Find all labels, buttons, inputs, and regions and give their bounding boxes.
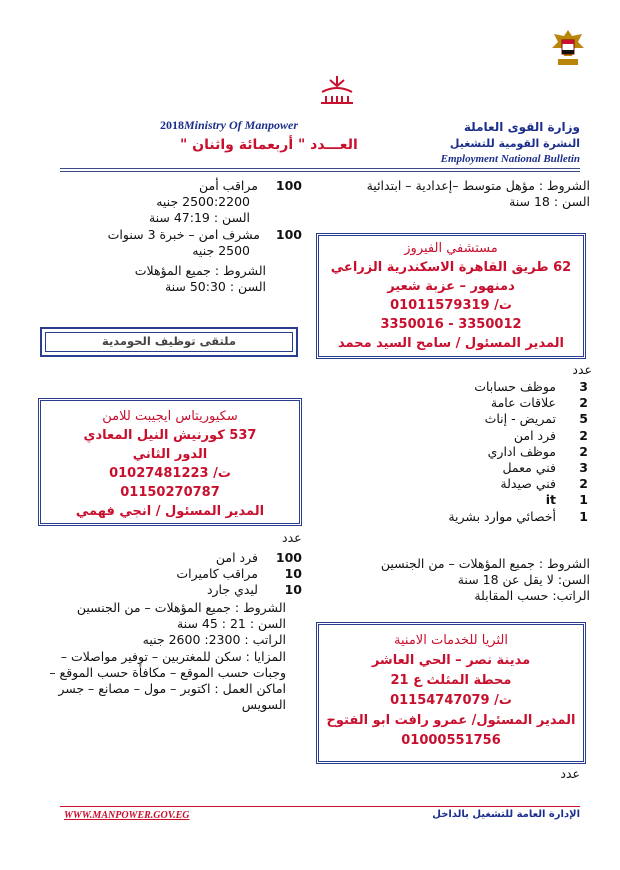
issue-label: العـــدد bbox=[310, 137, 358, 153]
fayrouz-hospital-box bbox=[316, 233, 586, 359]
fayrouz-jobs-list bbox=[328, 379, 588, 525]
company-name: سكيوريتاس ايجيبت للامن bbox=[102, 409, 238, 424]
job-count: 3 bbox=[579, 379, 588, 394]
fayrouz-conditions bbox=[320, 178, 590, 210]
list-item bbox=[328, 460, 588, 476]
work-locations-line-2: السويس bbox=[241, 697, 286, 713]
salary-line: الراتب: حسب المقابلة bbox=[474, 588, 590, 604]
conditions-line: الشروط : جميع المؤهلات – من الجنسين bbox=[76, 600, 286, 615]
list-item bbox=[328, 411, 588, 427]
company-phone: ت/ 01027481223 bbox=[109, 466, 231, 481]
company-phone: ت/ 01011579319 bbox=[390, 298, 512, 313]
list-item bbox=[36, 227, 302, 243]
issue-number bbox=[180, 137, 358, 153]
salary-line: 2500:2200 جنيه bbox=[156, 194, 250, 210]
company-name: الثريا للخدمات الامنية bbox=[394, 633, 508, 648]
securitas-jobs-list bbox=[36, 550, 302, 599]
company-address: 62 طريق القاهرة الاسكندرية الزراعي bbox=[330, 260, 572, 275]
work-locations-line: اماكن العمل : اكتوبر – مول – مصانع – جسر bbox=[58, 681, 286, 697]
job-title: فرد امن bbox=[513, 427, 556, 443]
age-line: السن : 47:19 سنة bbox=[148, 210, 250, 226]
bulletin-name-ar: النشرة القومية للتشغيل bbox=[449, 137, 580, 150]
list-item bbox=[36, 550, 302, 566]
job-count: 100 bbox=[275, 226, 302, 242]
conditions-line: الشروط : جميع المؤهلات bbox=[134, 263, 266, 279]
job-title: مراقب كاميرات bbox=[176, 566, 258, 582]
list-item bbox=[328, 395, 588, 411]
company-phone-2: 01000551756 bbox=[401, 733, 501, 748]
company-phone-2: 01150270787 bbox=[120, 485, 220, 500]
age-line: السن: لا يقل عن 18 سنة bbox=[457, 572, 590, 588]
list-item bbox=[328, 509, 588, 525]
job-count: 2 bbox=[579, 427, 588, 443]
job-count: 5 bbox=[579, 411, 588, 427]
age-line: السن : 50:30 سنة bbox=[164, 279, 266, 295]
company-name: مستشفي الفيروز bbox=[404, 241, 498, 256]
job-title: موظف حسابات bbox=[474, 379, 556, 394]
issue-year: 2018 bbox=[160, 118, 184, 132]
job-title: فني معمل bbox=[502, 460, 556, 476]
job-count: 100 bbox=[275, 550, 302, 565]
company-station: محطة المثلث ع 21 bbox=[390, 673, 512, 688]
job-count: 100 bbox=[275, 178, 302, 193]
count-header: عدد bbox=[572, 362, 592, 377]
list-item bbox=[36, 566, 302, 582]
manpower-logo bbox=[318, 74, 356, 106]
footer-divider bbox=[60, 806, 580, 807]
ministry-name-en bbox=[160, 118, 298, 133]
count-footer: عدد bbox=[560, 766, 580, 781]
list-item bbox=[328, 492, 588, 508]
thuraya-security-box bbox=[316, 622, 586, 764]
job-count: 10 bbox=[284, 582, 302, 598]
list-item bbox=[36, 582, 302, 598]
company-address: 537 كورنيش النيل المعادي bbox=[83, 428, 257, 443]
benefits-line: المزايا : سكن للمغتربين – توفير مواصلات – bbox=[60, 648, 286, 664]
conditions-line: الشروط : مؤهل متوسط –إعدادية – ابتدائية bbox=[366, 178, 590, 193]
job-title: فني صيدلة bbox=[500, 476, 556, 492]
age-line: السن : 21 : 45 سنة bbox=[176, 616, 286, 632]
bulletin-name-en: Employment National Bulletin bbox=[440, 153, 580, 165]
list-item bbox=[328, 444, 588, 460]
website-link[interactable]: WWW.MANPOWER.GOV.EG bbox=[64, 810, 190, 821]
ministry-name-ar: وزارة القوى العاملة bbox=[463, 120, 580, 134]
list-item bbox=[36, 178, 302, 194]
company-floor: الدور الثاني bbox=[132, 447, 208, 462]
job-title: فرد امن bbox=[215, 550, 258, 565]
job-title: it bbox=[545, 492, 556, 508]
job-count: 3 bbox=[579, 460, 588, 476]
securitas-details bbox=[28, 600, 302, 713]
header-divider bbox=[60, 168, 580, 169]
salary-line: 2500 جنيه bbox=[192, 242, 250, 258]
count-header: عدد bbox=[282, 530, 302, 545]
list-item bbox=[328, 428, 588, 444]
job-count: 2 bbox=[579, 395, 588, 411]
job-title: علاقات عامة bbox=[490, 395, 556, 411]
job-title: موظف اداري bbox=[487, 443, 556, 459]
job-count: 1 bbox=[579, 508, 588, 524]
security-jobs-block bbox=[36, 178, 302, 295]
forum-box bbox=[40, 327, 298, 357]
company-phone-2: 3350012 - 3350016 bbox=[380, 317, 522, 332]
job-count: 2 bbox=[579, 476, 588, 492]
egypt-eagle-emblem bbox=[548, 26, 588, 72]
issue-value: " أربعمائة واثنان " bbox=[180, 137, 306, 153]
job-title: مراقب أمن bbox=[199, 178, 258, 193]
list-item bbox=[328, 476, 588, 492]
job-count: 10 bbox=[284, 566, 302, 582]
securitas-box bbox=[38, 398, 302, 526]
job-title: مشرف امن – خبرة 3 سنوات bbox=[107, 226, 260, 242]
fayrouz-details bbox=[320, 556, 590, 605]
company-manager: المدير المسئول / انجي فهمي bbox=[75, 504, 265, 519]
header-divider-2 bbox=[60, 171, 580, 172]
age-line: السن : 18 سنة bbox=[509, 194, 590, 210]
ministry-en-text: Ministry Of Manpower bbox=[184, 118, 299, 132]
forum-title: ملتقى توظيف الحومدية bbox=[102, 334, 236, 348]
list-item bbox=[328, 379, 588, 395]
benefits-line-2: وجبات حسب الموقع – مكافأة حسب الموقع – bbox=[49, 664, 286, 680]
conditions-line: الشروط : جميع المؤهلات – من الجنسين bbox=[380, 556, 590, 571]
job-count: 2 bbox=[579, 443, 588, 459]
job-title: تمريض - إناث bbox=[484, 411, 556, 427]
company-district: دمنهور – عزبة شعير bbox=[387, 279, 515, 294]
job-count: 1 bbox=[579, 492, 588, 508]
company-address: مدينة نصر – الحي العاشر bbox=[371, 653, 531, 668]
company-manager: المدير المسئول / سامح السيد محمد bbox=[337, 336, 565, 351]
job-title: ليدي جارد bbox=[206, 582, 258, 598]
salary-line: الراتب : 2300: 2600 جنيه bbox=[142, 632, 286, 648]
company-manager: المدير المسئول/ عمرو رافت ابو الفتوح bbox=[326, 713, 576, 728]
job-title: أخصائي موارد بشرية bbox=[448, 508, 556, 524]
company-phone: ت/ 01154747079 bbox=[390, 693, 512, 708]
footer-department: الإدارة العامة للتشغيل بالداخل bbox=[432, 809, 580, 820]
